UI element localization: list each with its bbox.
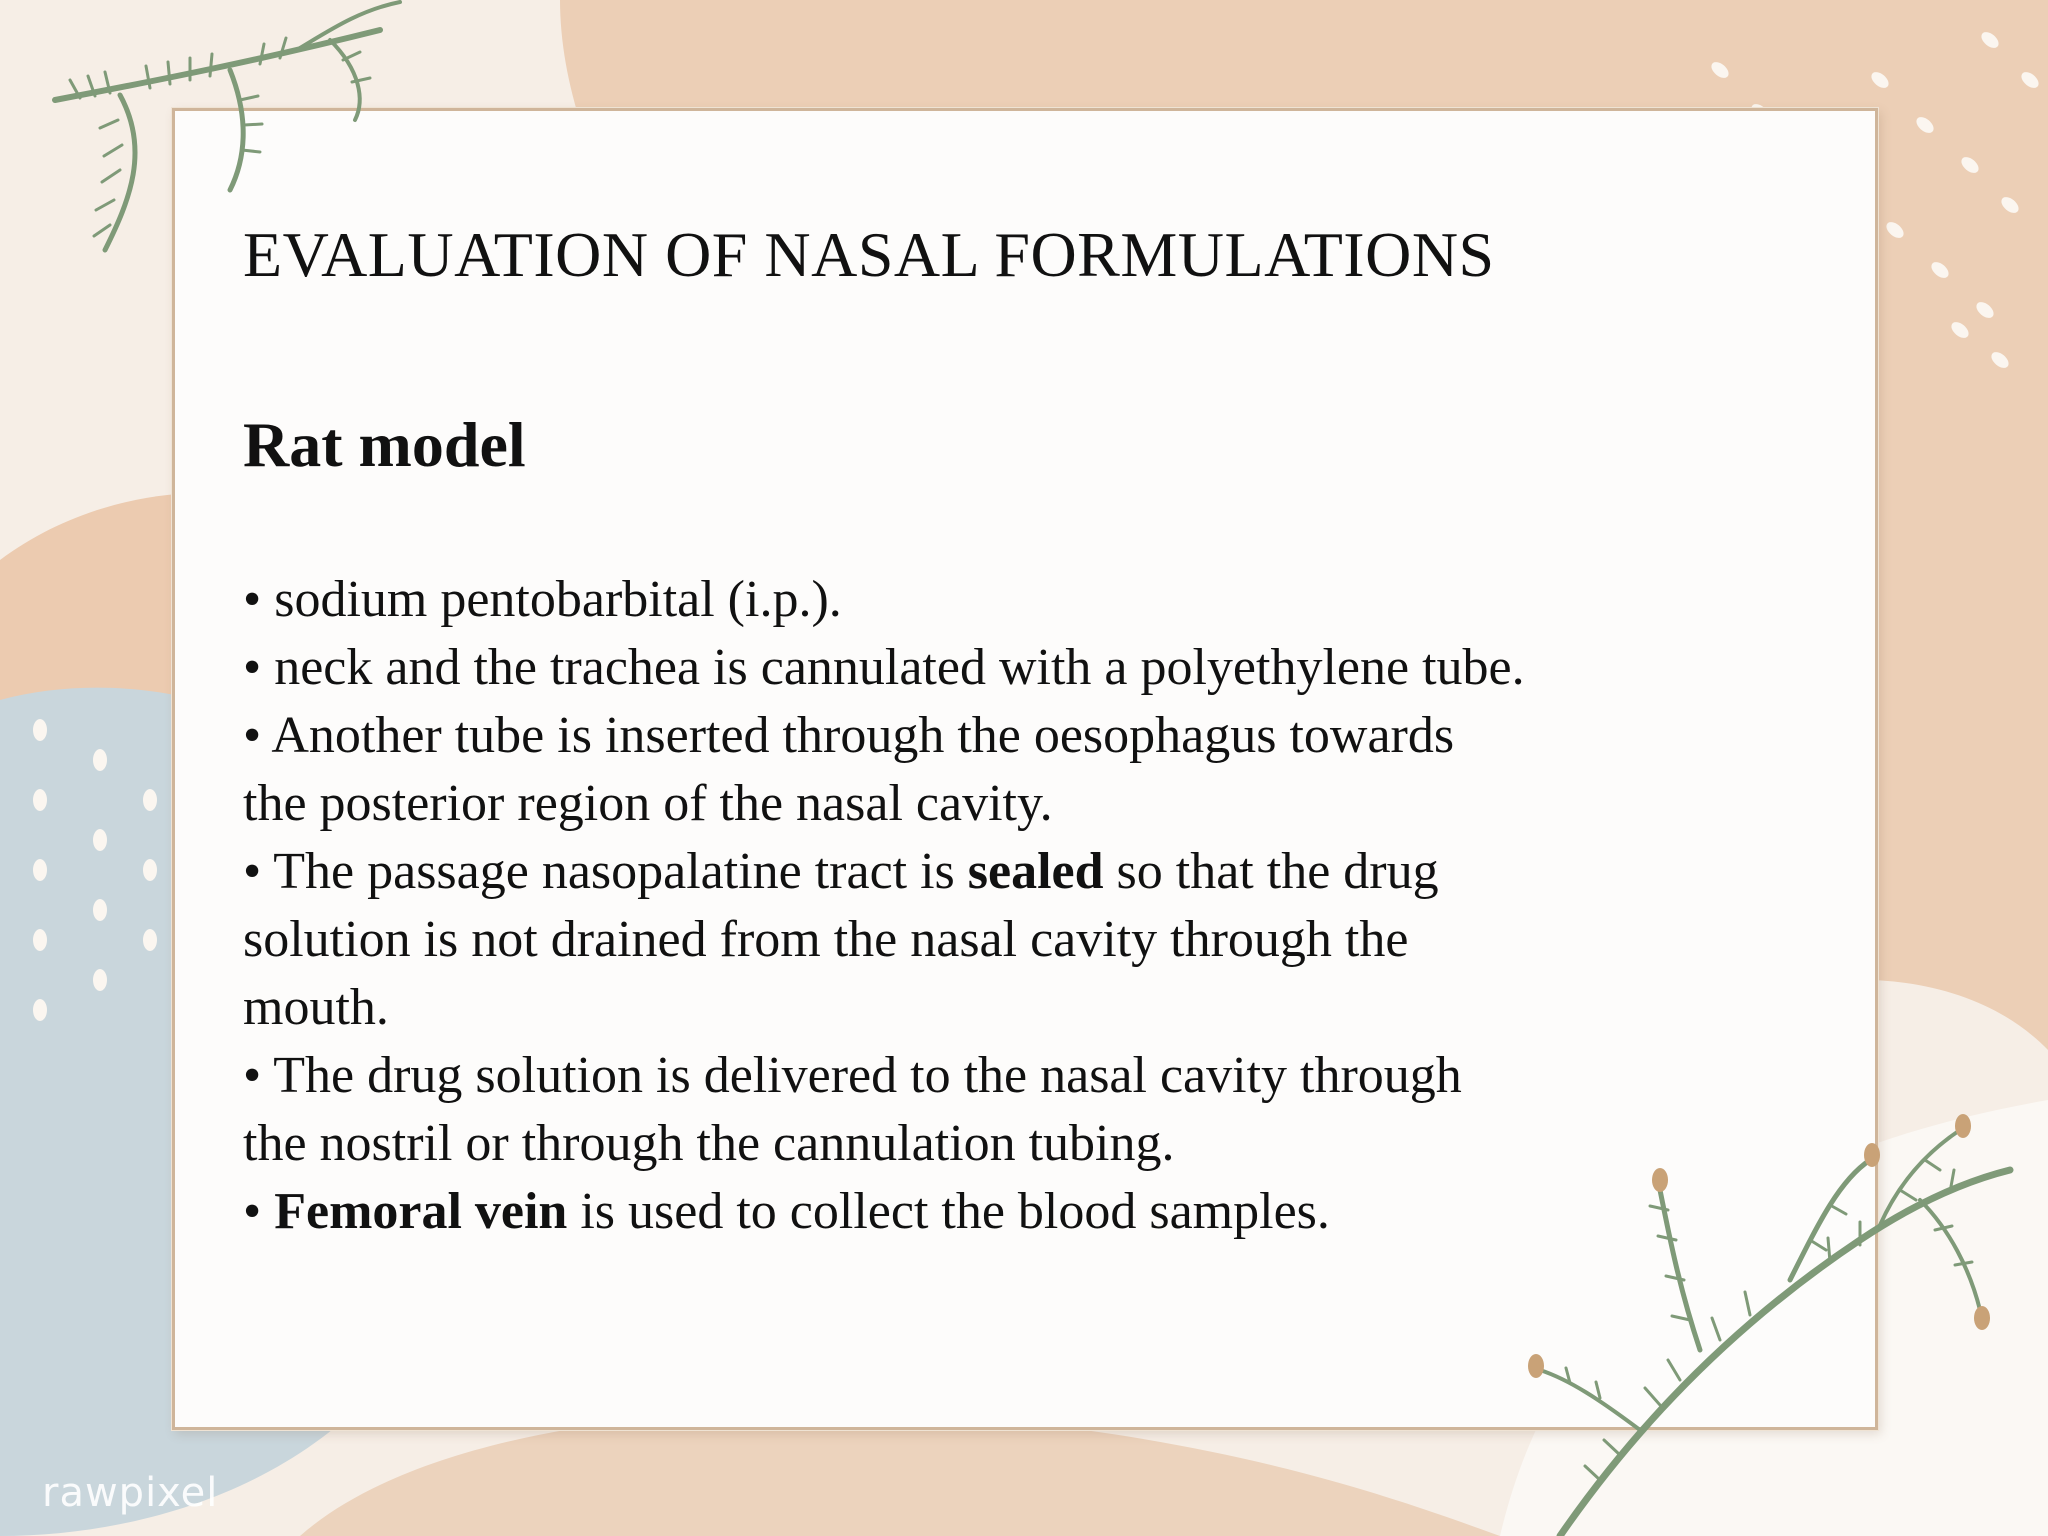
bullet-line: • Another tube is inserted through the oesophagus towards [243,707,1455,764]
bullet-line: • sodium pentobarbital (i.p.). [243,571,842,628]
bullet-line-continued: the posterior region of the nasal cavity. [243,775,1053,832]
bullet-list [243,566,1713,1246]
bold-term: Femoral vein [274,1183,568,1240]
bullet-line-continued: solution is not drained from the nasal cavity through the [243,911,1409,968]
bullet-text: so that the drug [1103,843,1439,900]
watermark-logo: rawpixel [42,1470,219,1516]
bullet-line: • The drug solution is delivered to the nasal cavity through [243,1047,1462,1104]
page-title: EVALUATION OF NASAL FORMULATIONS [243,219,1495,290]
bullet-line-continued: mouth. [243,979,389,1036]
bold-term: sealed [967,843,1104,900]
bullet-text: is used to collect the blood samples. [567,1183,1330,1240]
bullet-line: • neck and the trachea is cannulated with a polyethylene tube. [243,639,1525,696]
bullet-line [243,838,1713,906]
bullet-line-continued: the nostril or through the cannulation tubing. [243,1115,1175,1172]
bullet-line [243,1178,1713,1246]
bullet-text: • [243,1183,275,1240]
section-heading: Rat model [243,409,526,480]
bullet-text: • The passage nasopalatine tract is [243,843,968,900]
